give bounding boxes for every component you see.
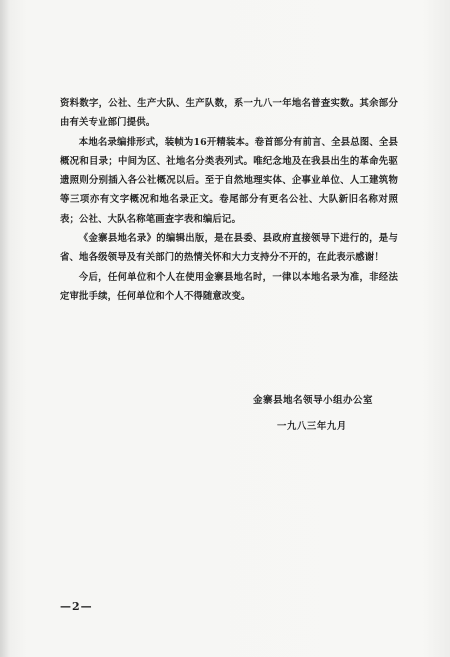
- paragraph-3: 《金寨县地名录》的编辑出版，是在县委、县政府直接领导下进行的，是与省、地各级领导及有关部门的热情关怀和大力支持分不开的，在此表示感谢！: [60, 233, 398, 264]
- page-number: —2—: [60, 600, 93, 613]
- signature-organization: 金寨县地名领导小组办公室: [253, 395, 373, 406]
- spine-shadow: [0, 0, 10, 657]
- paragraph-1: 资料数字，公社、生产大队、生产队数，系一九八一年地名普查实数。其余部分由有关专业部门提供。: [60, 98, 398, 129]
- signature-date: 一九八三年九月: [277, 421, 347, 432]
- paragraph-4: 今后，任何单位和个人在使用金寨县地名时，一律以本地名录为准，非经法定审批手续，任何单位和个人不得随意改变。: [60, 271, 398, 302]
- paragraph-2: 本地名录编排形式，装帧为16开精装本。卷首部分有前言、全县总图、全县概况和目录；中间为区、社地名分类表列式。唯纪念地及在我县出生的革命先驱遗照则分别插入各公社概况以后。至于自然地理实体、企事业单位、人工建筑物等三项亦有文字概况和地名录正文。卷尾部分有更名公社、大队新旧名称对照表；公社、大队名称笔画查字表和编后记。: [60, 136, 398, 225]
- body-text: [60, 94, 398, 306]
